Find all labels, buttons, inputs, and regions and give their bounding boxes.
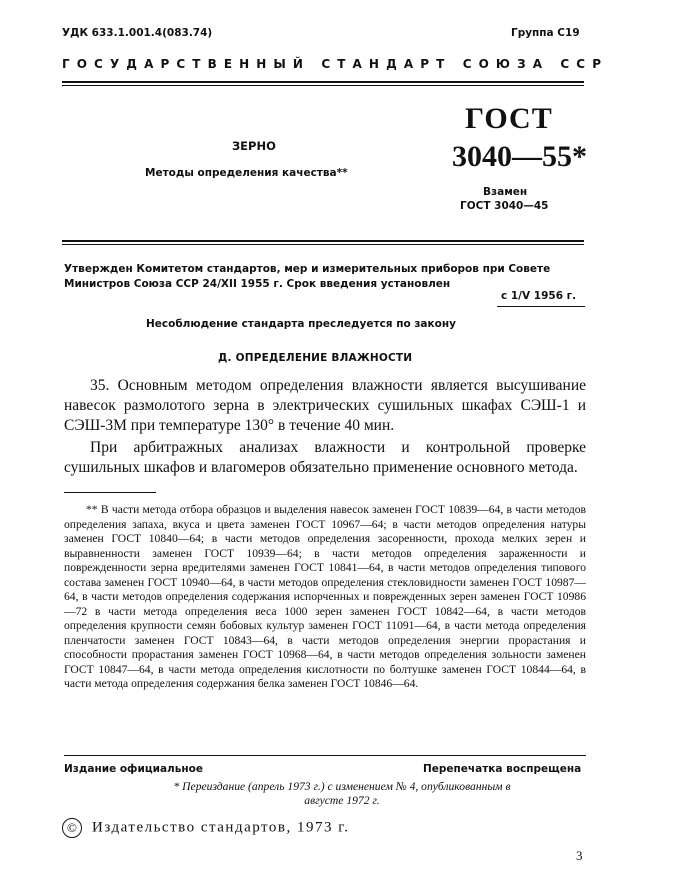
official-edition-label: Издание официальное — [64, 763, 203, 775]
page-number: 3 — [576, 848, 583, 863]
replaces-gost: ГОСТ 3040—45 — [460, 200, 549, 212]
copyright-text: Издательство стандартов, 1973 г. — [92, 819, 350, 836]
date-underline — [497, 306, 585, 307]
state-standard-heading: ГОСУДАРСТВЕННЫЙ СТАНДАРТ СОЮЗА ССР — [62, 57, 609, 71]
legal-warning: Несоблюдение стандарта преследуется по закону — [146, 318, 456, 330]
header-rule-thick — [62, 81, 584, 83]
footnote: ** В части метода отбора образцов и выделения навесок заменен ГОСТ 10839—64, в части методов определения запаха, вкуса и цвета заменен ГОСТ 10967—64; в части методов определения натуры заменен ГОСТ 10840—64; в части методов определения засоренности, прохода мелких зерен и выравненности заменен ГОСТ 10939—64; в части методов определения зараженности и поврежденности зерна вредителями заменен ГОСТ 10841—64, в части методов определения типового состава заменен ГОСТ 10940—64, в части методов определения стекловидности заменен ГОСТ 10987—64, в части методов определения содержания испорченных и поврежденных зерен заменен ГОСТ 10986—72 в части метода определения веса 1000 зерен заменен ГОСТ 10842—64, в части методов определения крупности семян бобовых культур заменен ГОСТ 11091—64, в части метода определения пленчатости заменен ГОСТ 10843—64, в части методов определения энергии прорастания и способности прорастания заменен ГОСТ 10968—64, в части методов определения зольности заменен ГОСТ 10847—64, в части метода определения кислотности по болтушке заменен ГОСТ 10844—64, в части метода определения содержания белка заменен ГОСТ 10846—64. — [64, 503, 586, 690]
copyright-icon: © — [62, 818, 82, 838]
title-rule-thick — [62, 240, 584, 242]
replaces-label: Взамен — [483, 186, 528, 198]
udk-code: УДК 633.1.001.4(083.74) — [62, 27, 213, 39]
effective-date: с 1/V 1956 г. — [501, 290, 577, 302]
gost-word: ГОСТ — [465, 102, 553, 135]
group-code: Группа С19 — [511, 27, 580, 39]
approval-text: Утвержден Комитетом стандартов, мер и измерительных приборов при Совете Министров Союза ССР 24/XII 1955 г. Срок введения установлен — [64, 263, 551, 290]
document-subtitle: Методы определения качества** — [145, 167, 348, 179]
title-rule-thin — [62, 244, 584, 245]
footer-rule — [64, 755, 586, 756]
reprint-ban-label: Перепечатка воспрещена — [423, 763, 582, 775]
reissue-note: * Переиздание (апрель 1973 г.) с изменением № 4, опубликованным в августе 1972 г. — [173, 780, 511, 807]
paragraph-35: 35. Основным методом определения влажности является высушивание навесок размолотого зерна в электрических сушильных шкафах СЭШ-1 и СЭШ-3М при температуре 130° в течение 40 мин. — [64, 377, 586, 434]
section-title: Д. ОПРЕДЕЛЕНИЕ ВЛАЖНОСТИ — [218, 352, 413, 364]
copyright-line — [62, 818, 349, 838]
product-title: ЗЕРНО — [232, 139, 276, 153]
footnote-separator — [64, 492, 156, 493]
paragraph-arbitration: При арбитражных анализах влажности и контрольной проверке сушильных шкафов и влагомеров обязательно применение основного метода. — [64, 439, 586, 476]
gost-number: 3040—55* — [452, 140, 587, 173]
header-rule-thin — [62, 85, 584, 86]
